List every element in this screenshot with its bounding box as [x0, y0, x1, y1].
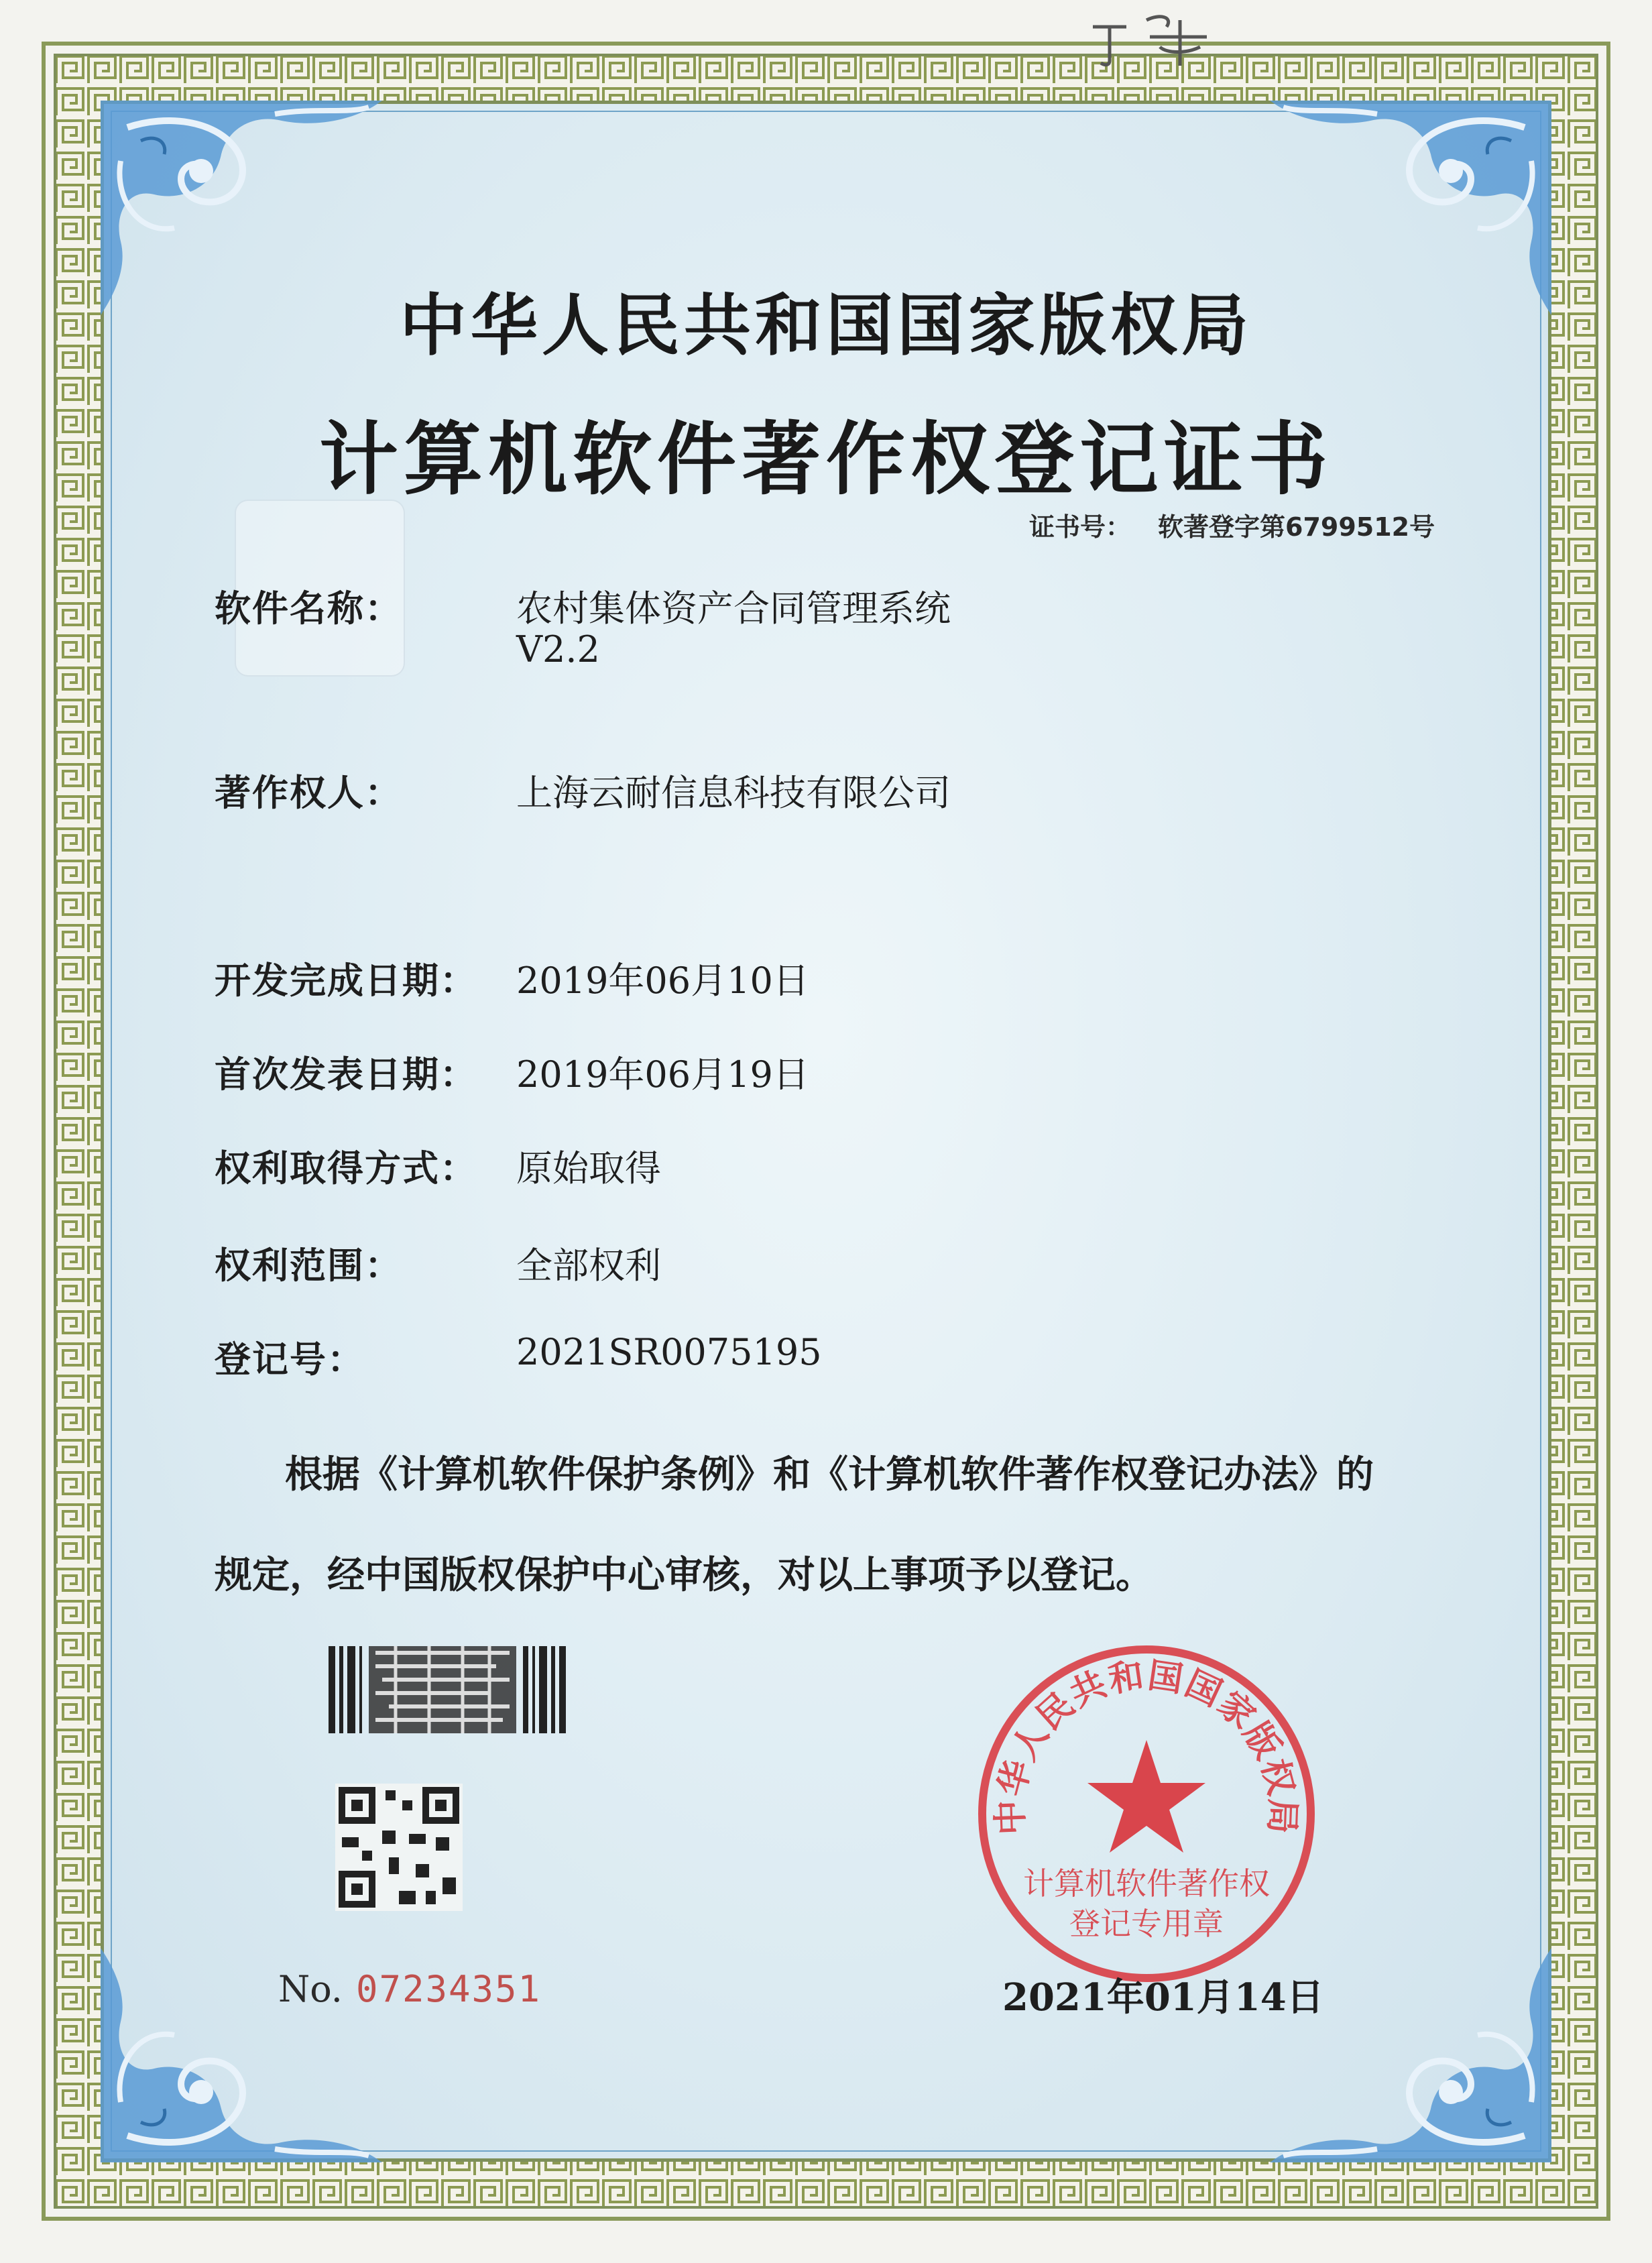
seal-line-2: 登记专用章 [1069, 1906, 1224, 1942]
field-value: 2021SR0075195 [516, 1331, 822, 1373]
certificate-number-label: 证书号： [1029, 512, 1132, 542]
field-label: 开发完成日期： [215, 959, 477, 1002]
field-label: 著作权人： [215, 771, 402, 814]
field-value: 2019年06月10日 [516, 960, 809, 1002]
field-label: 权利取得方式： [215, 1147, 477, 1189]
serial-prefix: No. [278, 1968, 343, 2010]
field-label: 权利范围： [215, 1244, 402, 1287]
field-value: 原始取得 [516, 1147, 661, 1189]
issue-date: 2021年01月14日 [1002, 1975, 1324, 2020]
certificate-title: 计算机软件著作权登记证书 [318, 412, 1333, 506]
barcode-icon [329, 1646, 570, 1733]
handwritten-note [1086, 7, 1220, 67]
qr-code-icon [335, 1784, 463, 1911]
field-value: 农村集体资产合同管理系统 [516, 587, 951, 630]
issuing-authority: 中华人民共和国国家版权局 [400, 286, 1252, 365]
field-value: 全部权利 [516, 1244, 661, 1287]
certificate-number [1029, 506, 1435, 543]
field-label: 登记号： [215, 1338, 365, 1381]
official-seal [972, 1639, 1321, 1988]
field-value-version: V2.2 [516, 628, 600, 671]
statement-line-1: 根据《计算机软件保护条例》和《计算机软件著作权登记办法》的 [285, 1452, 1374, 1497]
seal-ring-text: 中华人民共和国国家版权局 [990, 1655, 1303, 1836]
serial-number [278, 1968, 541, 2010]
statement-line-2: 规定，经中国版权保护中心审核，对以上事项予以登记。 [215, 1553, 1153, 1597]
field-value: 2019年06月19日 [516, 1053, 809, 1096]
seal-star-icon [1087, 1740, 1205, 1853]
field-label: 首次发表日期： [215, 1053, 477, 1096]
field-label: 软件名称： [215, 587, 402, 630]
seal-line-1: 计算机软件著作权 [1023, 1865, 1270, 1902]
serial-number-value: 07234351 [355, 1968, 542, 2010]
certificate-number-value: 软著登字第6799512号 [1158, 512, 1435, 542]
field-value: 上海云耐信息科技有限公司 [516, 772, 951, 814]
